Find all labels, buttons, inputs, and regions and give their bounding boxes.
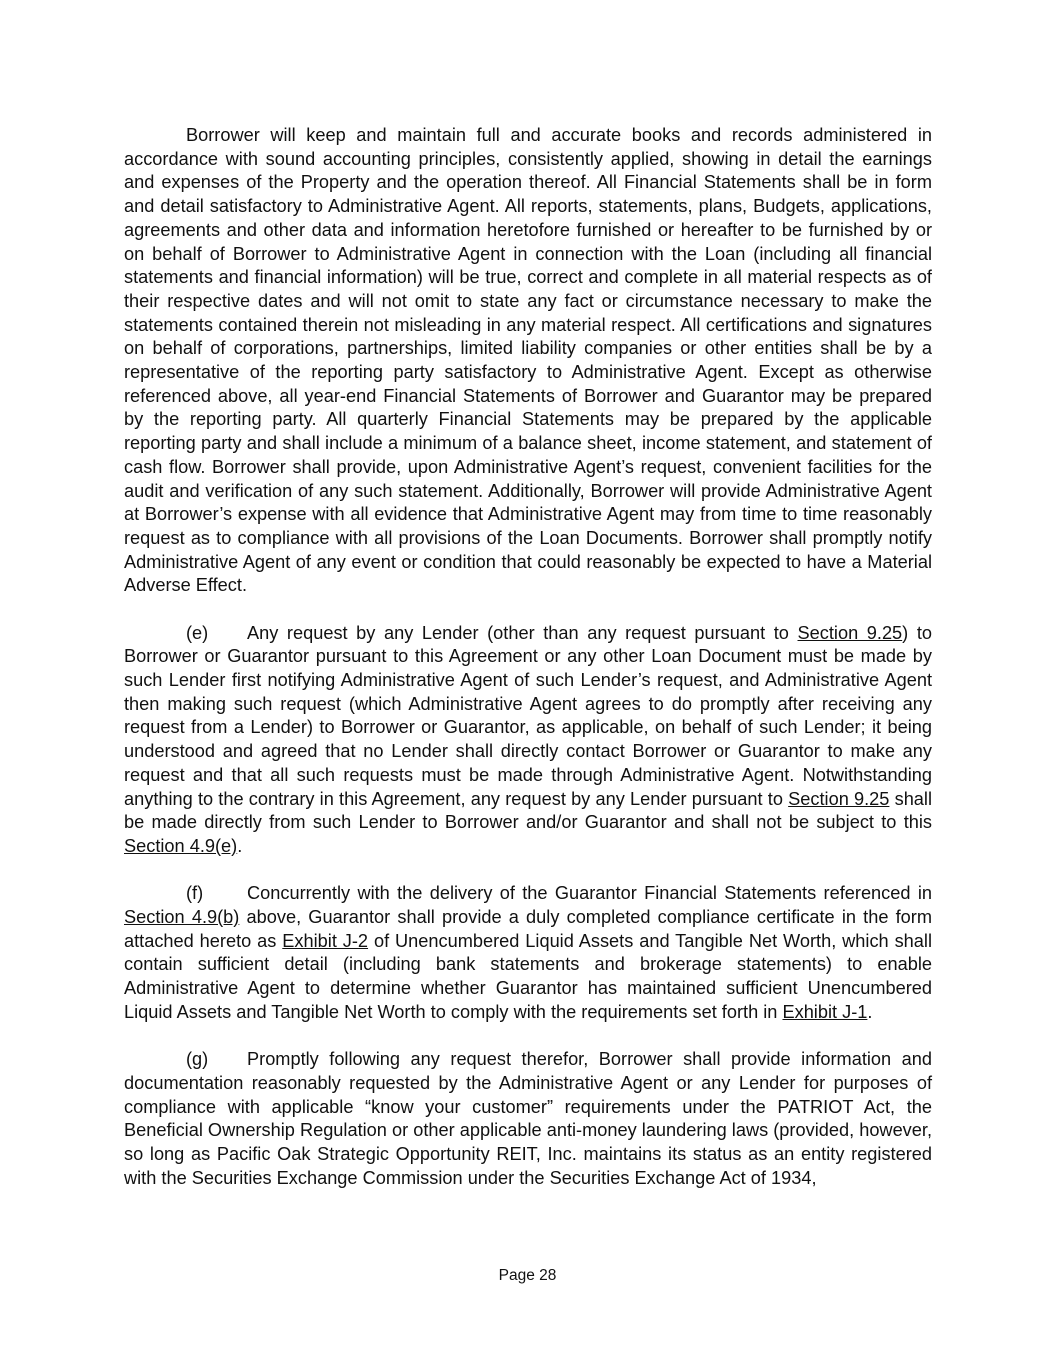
paragraph-marker: (f) xyxy=(186,883,204,904)
paragraph-spacer xyxy=(124,859,932,883)
paragraph-e-lender-requests xyxy=(124,622,932,859)
paragraph-text: shall be made directly from such Lender to Borrower and/or Guarantor and shall not be subject to this xyxy=(124,788,933,833)
paragraph-g-know-your-customer xyxy=(124,1048,932,1190)
paragraph-text: . xyxy=(867,1001,873,1022)
paragraph-spacer xyxy=(124,1025,932,1049)
paragraph-text: Borrower will keep and maintain full and accurate books and records administered in accordance with sound accounting principles, consistently applied, showing in detail the earnings and expenses of the Property and the operation thereof. All Financial Statements shall be in form and detail satisfactory to Administrative Agent. All reports, statements, plans, Budgets, applications, agreements and other data and information heretofore furnished or hereafter to be furnished by or on behalf of Borrower to Administrative Agent in connection with the Loan (including all financial statements and financial information) will be true, correct and complete in all material respects as of their respective dates and will not omit to state any fact or circumstance necessary to make the statements contained therein not misleading in any material respect. All certifications and signatures on behalf of corporations, partnerships, limited liability companies or other entities shall be by a representative of the reporting party satisfactory to Administrative Agent. Except as otherwise referenced above, all year-end Financial Statements of Borrower and Guarantor may be prepared by the reporting party. All quarterly Financial Statements may be prepared by the applicable reporting party and shall include a minimum of a balance sheet, income statement, and statement of cash flow. Borrower shall provide, upon Administrative Agent’s request, convenient facilities for the audit and verification of any such statement. Additionally, Borrower will provide Administrative Agent at Borrower’s expense with all evidence that Administrative Agent may from time to time reasonably request as to compliance with all provisions of the Loan Documents. Borrower shall promptly notify Administrative Agent of any event or condition that could reasonably be expected to have a Material Adverse Effect. xyxy=(124,125,932,596)
page-number: Page 28 xyxy=(498,1267,557,1284)
paragraph-text: of Unencumbered Liquid Assets and Tangible Net Worth, which shall contain sufficient detail (including bank statements and brokerage statements) to enable Administrative Agent to determine whether Guarantor has maintained sufficient Unencumbered Liquid Assets and Tangible Net Worth to comply with the requirements set forth in xyxy=(124,930,932,1022)
paragraph-text: above, Guarantor shall provide a duly completed compliance certificate in the form attached hereto as xyxy=(124,906,933,951)
paragraph-text: Any request by any Lender (other than any request pursuant to xyxy=(247,622,798,643)
paragraph-marker: (g) xyxy=(186,1049,209,1070)
paragraph-spacer xyxy=(124,598,932,622)
paragraph-text: Concurrently with the delivery of the Guarantor Financial Statements referenced in xyxy=(247,883,932,904)
section-reference: Section 4.9(e) xyxy=(124,835,238,856)
paragraph-text: Promptly following any request therefor, Borrower shall provide information and documentation reasonably requested by the Administrative Agent or any Lender for purposes of compliance with applicable “know your customer” requirements under the PATRIOT Act, the Beneficial Ownership Regulation or other applicable anti-money laundering laws (provided, however, so long as Pacific Oak Strategic Opportunity REIT, Inc. maintains its status as an entity registered with the Securities Exchange Commission under the Securities Exchange Act of 1934, xyxy=(124,1049,932,1188)
section-reference: Section 4.9(b) xyxy=(124,906,240,927)
document-body xyxy=(124,124,932,1190)
paragraph-marker: (e) xyxy=(186,622,209,643)
exhibit-reference: Exhibit J-2 xyxy=(282,930,369,951)
paragraph-text: . xyxy=(237,835,243,856)
paragraph-text: ) to Borrower or Guarantor pursuant to this Agreement or any other Loan Document must be made by such Lender first notifying Administrative Agent of such Lender’s request, and Administrative Agent then making such request (which Administrative Agent agrees to do promptly after receiving any request from a Lender) to Borrower or Guarantor, as applicable, on behalf of such Lender; it being understood and agreed that no Lender shall directly contact Borrower or Guarantor to make any request and that all such requests must be made through Administrative Agent. Notwithstanding anything to the contrary in this Agreement, any request by any Lender pursuant to xyxy=(124,622,932,809)
section-reference: Section 9.25 xyxy=(797,622,903,643)
paragraph-f-compliance-certificate xyxy=(124,882,932,1024)
section-reference: Section 9.25 xyxy=(788,788,890,809)
exhibit-reference: Exhibit J-1 xyxy=(782,1001,868,1022)
paragraph-books-and-records xyxy=(124,124,932,598)
